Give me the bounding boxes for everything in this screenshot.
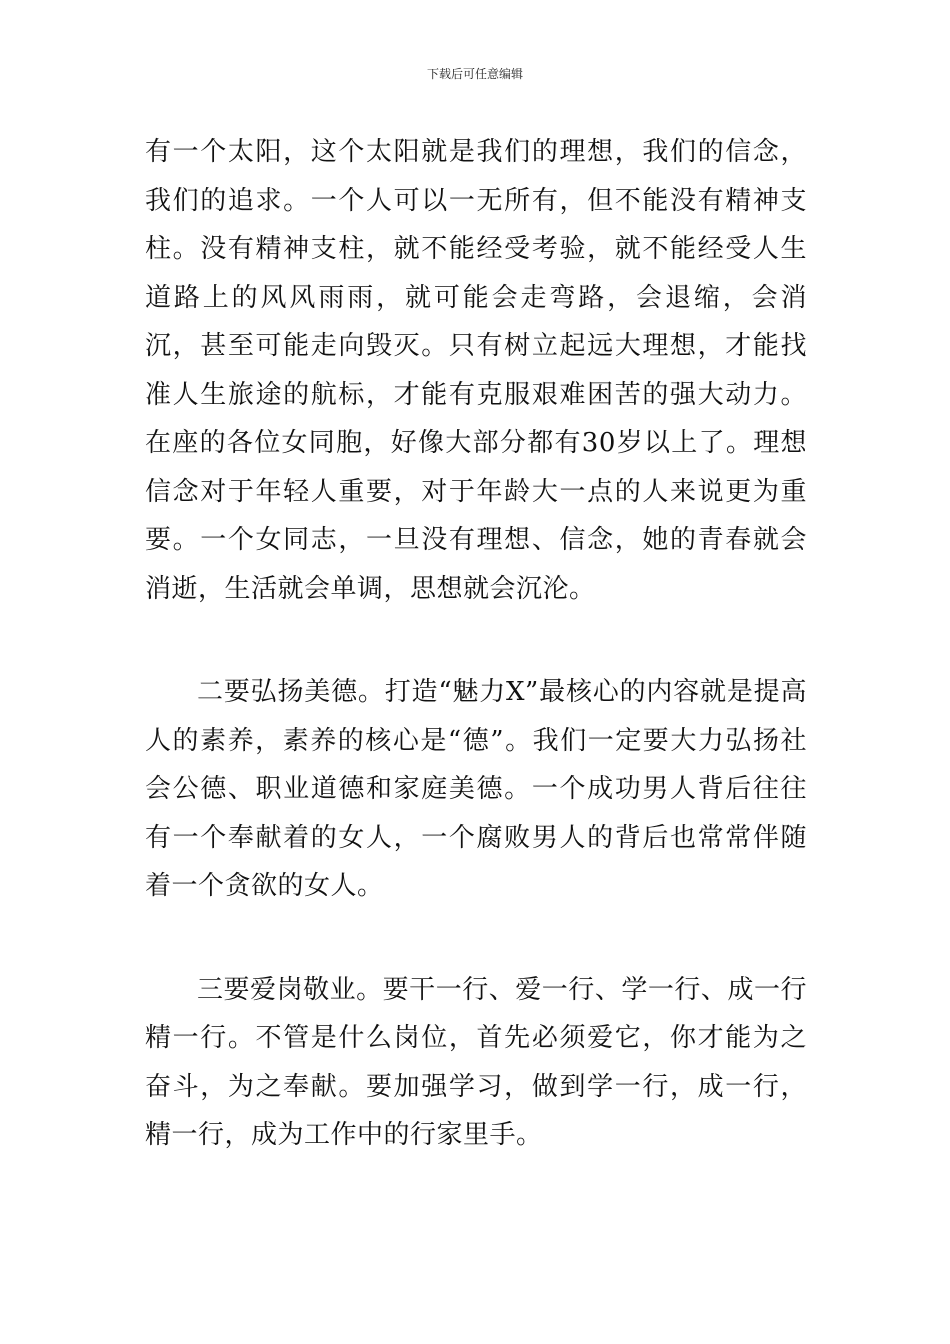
document-body (145, 128, 807, 1160)
paragraph-1: 有一个太阳，这个太阳就是我们的理想，我们的信念，我们的追求。一个人可以一无所有，但不能没有精神支柱。没有精神支柱，就不能经受考验，就不能经受人生道路上的风风雨雨，就可能会走弯路，会退缩，会消沉，甚至可能走向毁灭。只有树立起远大理想，才能找准人生旅途的航标，才能有克服艰难困苦的强大动力。在座的各位女同胞，好像大部分都有30岁以上了。理想信念对于年轻人重要，对于年龄大一点的人来说更为重要。一个女同志，一旦没有理想、信念，她的青春就会消逝，生活就会单调，思想就会沉沦。 (145, 137, 807, 604)
header-note: 下载后可任意编辑 (426, 67, 523, 81)
paragraph-2: 二要弘扬美德。打造“魅力X”最核心的内容就是提高人的素养，素养的核心是“德”。我们一定要大力弘扬社会公德、职业道德和家庭美德。一个成功男人背后往往有一个奉献着的女人，一个腐败男人的背后也常常伴随着一个贪欲的女人。 (145, 677, 807, 901)
paragraph-3: 三要爱岗敬业。要干一行、爱一行、学一行、成一行精一行。不管是什么岗位，首先必须爱它，你才能为之奋斗，为之奉献。要加强学习，做到学一行，成一行，精一行，成为工作中的行家里手。 (145, 974, 807, 1150)
